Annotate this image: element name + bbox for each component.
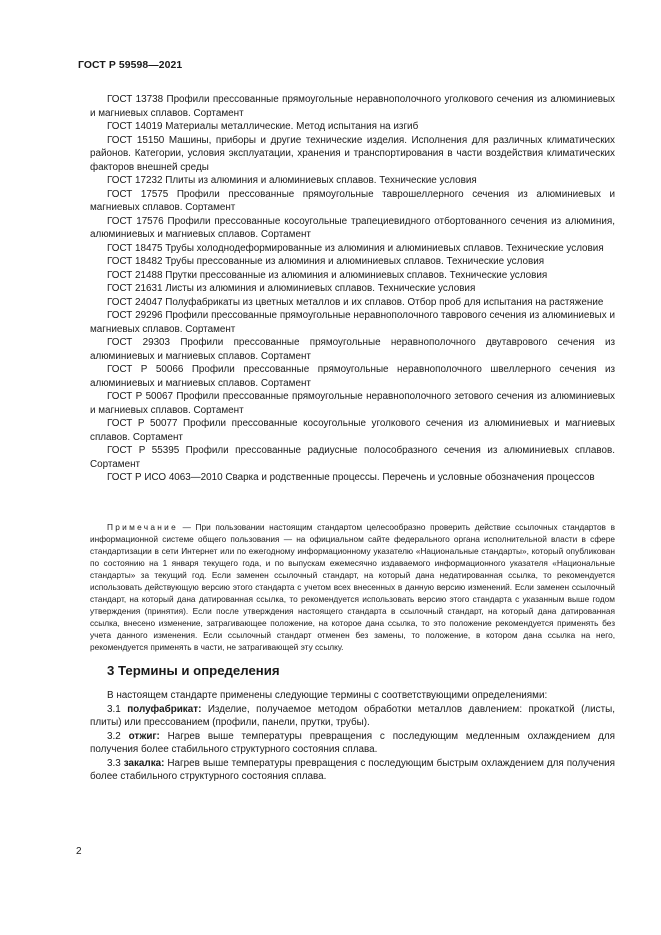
reference-item: ГОСТ Р 50077 Профили прессованные косоугольные уголкового сечения из алюминиевых и магниевых сплавов. Сортамент	[90, 418, 615, 443]
reference-item: ГОСТ 18482 Трубы прессованные из алюминия и алюминиевых сплавов. Технические условия	[107, 256, 545, 267]
term-entry	[90, 757, 615, 784]
section-title: 3 Термины и определения	[107, 663, 280, 678]
term-number: 3.2	[107, 730, 129, 742]
note-paragraph	[90, 521, 615, 653]
term-definition: Нагрев выше температуры превращения с последующим быстрым охлаждением для получения более стабильного структурного состояния сплава.	[90, 757, 615, 782]
reference-item: ГОСТ 29296 Профили прессованные прямоугольные неравнополочного таврового сечения из алюминиевых и магниевых сплавов. Сортамент	[90, 310, 615, 335]
reference-item: ГОСТ Р 50067 Профили прессованные прямоугольные неравнополочного зетового сечения из алюминиевых и магниевых сплавов. Сортамент	[90, 391, 615, 416]
document-header: ГОСТ Р 59598—2021	[78, 60, 183, 71]
page-number: 2	[76, 846, 82, 857]
term-definition: Изделие, получаемое методом обработки металлов давлением: прокаткой (листы, плиты) или прессованием (профили, панели, прутки, трубы).	[90, 703, 615, 728]
reference-item: ГОСТ 17232 Плиты из алюминия и алюминиевых сплавов. Технические условия	[107, 175, 477, 186]
reference-item: ГОСТ 15150 Машины, приборы и другие технические изделия. Исполнения для различных климатических районов. Категории, условия эксплуатации, хранения и транспортирования в части воздействия климатических факторов внешней среды	[90, 134, 615, 173]
normative-references-list	[90, 93, 615, 485]
term-name: полуфабрикат:	[127, 703, 202, 715]
terms-intro: В настоящем стандарте применены следующие термины с соответствующими определениями:	[107, 690, 548, 701]
reference-item: ГОСТ 29303 Профили прессованные прямоугольные неравнополочного двутаврового сечения из алюминиевых и магниевых сплавов. Сортамент	[90, 337, 615, 362]
reference-item: ГОСТ 14019 Материалы металлические. Метод испытания на изгиб	[107, 121, 419, 132]
term-number: 3.1	[107, 703, 128, 715]
note-text: — При пользовании настоящим стандартом целесообразно проверить действие ссылочных стандартов в информационной системе общего пользования — на официальном сайте федерального органа исполнительной власти в сфере стандартизации в сети Интернет или по ежегодному информационному указателю «Национальные стандарты», который опубликован по состоянию на 1 января текущего года, и по выпускам ежемесячно издаваемого информационного указателя «Национальные стандарты» за текущий год. Если заменен ссылочный стандарт, на который дана недатированная ссылка, то рекомендуется использовать действующую версию этого стандарта с учетом всех внесенных в данную версию изменений. Если заменен ссылочный стандарт, на который дана датированная ссылка, то рекомендуется использовать версию этого стандарта с указанным выше годом утверждения (принятия). Если после утверждения настоящего стандарта в ссылочный стандарт, на который дана датированная ссылка, внесено изменение, затрагивающее положение, на которое дана ссылка, то это положение рекомендуется применять без учета данного изменения. Если ссылочный стандарт отменен без замены, то положение, в котором дана ссылка на него, рекомендуется применять в части, не затрагивающей эту ссылку.	[90, 522, 615, 652]
term-definition: Нагрев выше температуры превращения с последующим медленным охлаждением для получения более стабильного структурного состояния сплава.	[90, 730, 615, 755]
reference-item: ГОСТ 18475 Трубы холоднодеформированные из алюминия и алюминиевых сплавов. Технические условия	[107, 242, 604, 254]
term-number: 3.3	[107, 757, 124, 769]
reference-item: ГОСТ Р ИСО 4063—2010 Сварка и родственные процессы. Перечень и условные обозначения процессов	[107, 472, 595, 483]
reference-item: ГОСТ 17575 Профили прессованные прямоугольные таврошеллерного сечения из алюминиевых и магниевых сплавов. Сортамент	[90, 188, 615, 213]
reference-item: ГОСТ 24047 Полуфабрикаты из цветных металлов и их сплавов. Отбор проб для испытания на растяжение	[107, 296, 604, 308]
note-label: Примечание	[107, 522, 179, 532]
reference-item: ГОСТ 13738 Профили прессованные прямоугольные неравнополочного уголкового сечения из алюминиевых и магниевых сплавов. Сортамент	[90, 94, 615, 119]
reference-item: ГОСТ 17576 Профили прессованные косоугольные трапециевидного отбортованного сечения из алюминия, алюминиевых и магниевых сплавов. Сортамент	[90, 215, 615, 240]
term-entry	[90, 730, 615, 757]
term-name: отжиг:	[128, 730, 160, 742]
reference-item: ГОСТ 21631 Листы из алюминия и алюминиевых сплавов. Технические условия	[107, 283, 476, 294]
term-entry	[90, 703, 615, 730]
term-name: закалка:	[123, 757, 165, 769]
reference-item: ГОСТ 21488 Прутки прессованные из алюминия и алюминиевых сплавов. Технические условия	[107, 269, 548, 281]
reference-item: ГОСТ Р 50066 Профили прессованные прямоугольные неравнополочного швеллерного сечения из алюминиевых и магниевых сплавов. Сортамент	[90, 364, 615, 389]
reference-item: ГОСТ Р 55395 Профили прессованные радиусные полособразного сечения из алюминиевых сплавов. Сортамент	[90, 445, 615, 470]
terms-section	[90, 689, 615, 784]
